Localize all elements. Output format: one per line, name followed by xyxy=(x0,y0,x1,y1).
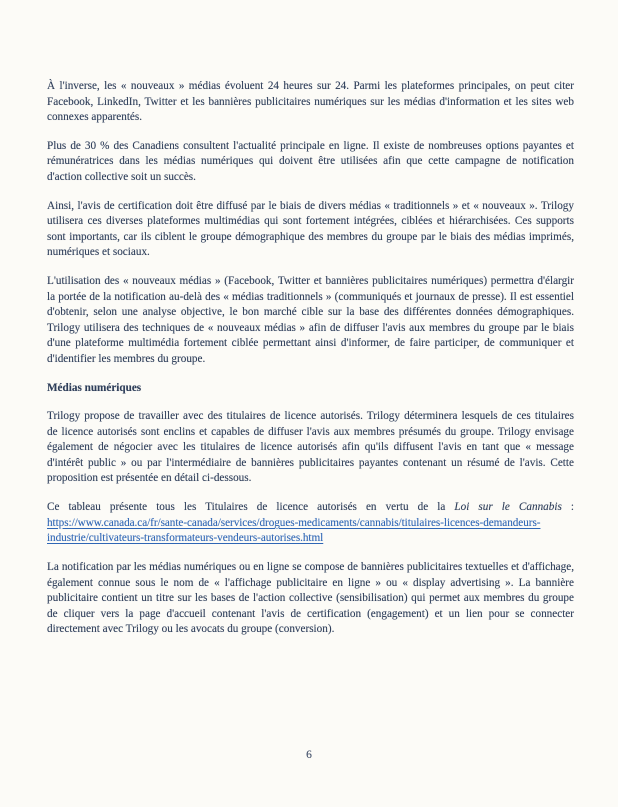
paragraph-new-media-platforms xyxy=(47,79,574,126)
link-line: https://www.canada.ca/fr/sante-canada/services/drogues-medicaments/cannabis/titulaires-licences-demandeurs- xyxy=(47,516,541,529)
text-line: publicitaire contient un titre sur les bases de l'action collective (sensibilisation) qui permet aux membres du groupe xyxy=(47,592,574,605)
text-line: d'action collective soit un succès. xyxy=(47,170,196,183)
text-line: également de négocier avec les titulaires de licence autorisés afin qu'ils diffusent l'avis en tant que « message xyxy=(47,441,574,454)
text-line: sont importants, car ils ciblent le groupe démographique des membres du groupe par le biais des médias imprimés, xyxy=(47,230,574,243)
page-content xyxy=(47,79,574,651)
law-title-italic: Loi sur le Cannabis xyxy=(454,501,562,514)
text-line: Trilogy propose de travailler avec des titulaires de licence autorisés. Trilogy déterminera lesquels de ces titulaires xyxy=(47,410,574,423)
paragraph-certification-notice-media xyxy=(47,199,574,261)
text-segment: : xyxy=(561,501,575,514)
section-heading-medias-numeriques: Médias numériques xyxy=(47,381,142,394)
paragraph-digital-notification-banners xyxy=(47,560,574,638)
text-line: À l'inverse, les « nouveaux » médias évoluent 24 heures sur 24. Parmi les plateformes principales, on peut citer xyxy=(47,80,574,92)
paragraph-online-news-consumption xyxy=(47,139,574,186)
paragraph-new-media-reach xyxy=(47,274,574,367)
text-line: connexes apparentés. xyxy=(47,111,143,123)
text-segment: Ce tableau présente tous les Titulaires de licence autorisés en vertu de la xyxy=(47,501,455,514)
text-line: L'utilisation des « nouveaux médias » (Facebook, Twitter et bannières publicitaires numériques) permettra d'élargir xyxy=(47,275,574,288)
text-line: rémunératrices dans les médias numériques qui doivent être utilisées afin que cette campagne de notification xyxy=(47,155,574,168)
text-line: d'identifier les membres du groupe. xyxy=(47,352,206,365)
paragraph-licence-holders-proposal xyxy=(47,409,574,487)
page-number: 6 xyxy=(306,749,312,761)
text-line xyxy=(47,500,574,516)
text-line: utilisera ces diverses plateformes multimédias qui sont fortement intégrées, ciblées et hiérarchisées. Ces supports xyxy=(47,215,574,228)
canada-ca-licence-holders-link[interactable] xyxy=(47,516,574,547)
text-line: également connue sous le nom de « l'affichage publicitaire en ligne » ou « display advertising ». La bannière xyxy=(47,576,574,589)
text-line: proposition est présentée en détail ci-dessous. xyxy=(47,472,252,485)
text-line: Plus de 30 % des Canadiens consultent l'actualité principale en ligne. Il existe de nombreuses options payantes et xyxy=(47,139,574,152)
paragraph-licence-table-link xyxy=(47,500,574,547)
text-line: numériques et sociaux. xyxy=(47,246,150,259)
text-line: Facebook, LinkedIn, Twitter et les bannières publicitaires numériques sur les médias d'information et les sites web xyxy=(47,95,574,108)
text-line: La notification par les médias numériques ou en ligne se compose de bannières publicitaires textuelles et d'affichage, xyxy=(47,561,574,574)
text-line: d'obtenir, selon une analyse objective, le bon marché cible sur la base des différentes données démographiques. xyxy=(47,306,574,319)
text-line: la portée de la notification au-delà des « médias traditionnels » (communiqués et journaux de presse). Il est essentiel xyxy=(47,290,574,303)
text-line: directement avec Trilogy ou les avocats du groupe (conversion). xyxy=(47,623,335,636)
text-line: Ainsi, l'avis de certification doit être diffusé par le biais de divers médias « traditionnels » et « nouveaux ». Trilogy xyxy=(47,199,574,212)
text-line: d'intérêt public » ou par l'intermédiaire de bannières publicitaires payantes contenant un résumé de l'avis. Cette xyxy=(47,456,574,469)
link-line: industrie/cultivateurs-transformateurs-vendeurs-autorises.html xyxy=(47,532,324,545)
text-line: d'une plateforme multimédia fortement ciblée permettant ainsi d'informer, de faire participer, de communiquer et xyxy=(47,337,574,350)
text-line: de licence autorisés sont enclins et capables de diffuser l'avis aux membres présumés du groupe. Trilogy envisage xyxy=(47,425,574,438)
text-line: de cliquer vers la page d'accueil contenant l'avis de certification (engagement) et un lien pour se connecter xyxy=(47,607,574,620)
text-line: Trilogy utilisera des techniques de « nouveaux médias » afin de diffuser l'avis aux membres du groupe par le biais xyxy=(47,321,574,334)
